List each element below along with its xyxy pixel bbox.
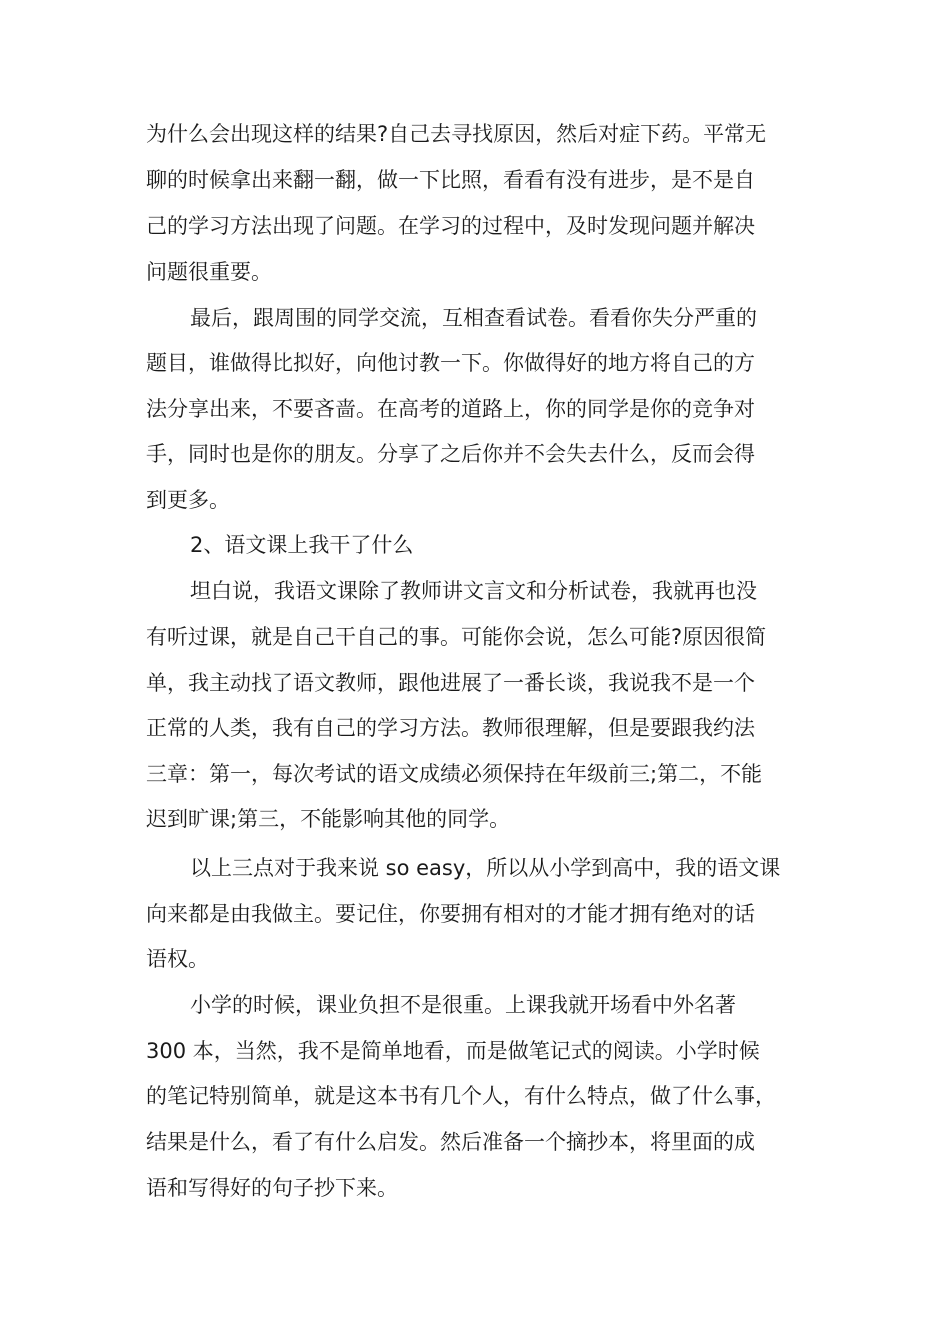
- text-line: 以上三点对于我来说 so easy，所以从小学到高中，我的语文课: [190, 856, 781, 880]
- text-line: 的笔记特别简单，就是这本书有几个人，有什么特点，做了什么事，: [146, 1084, 776, 1108]
- text-line: 单，我主动找了语文教师，跟他进展了一番长谈，我说我不是一个: [146, 671, 755, 695]
- text-line: 300 本，当然，我不是简单地看，而是做笔记式的阅读。小学时候: [146, 1039, 760, 1063]
- text-line: 法分享出来，不要吝啬。在高考的道路上，你的同学是你的竞争对: [146, 397, 755, 421]
- text-line: 语和写得好的句子抄下来。: [146, 1176, 398, 1200]
- text-line: 题目，谁做得比拟好，向他讨教一下。你做得好的地方将自己的方: [146, 351, 755, 375]
- text-line: 正常的人类，我有自己的学习方法。教师很理解，但是要跟我约法: [146, 716, 755, 740]
- text-line: 为什么会出现这样的结果?自己去寻找原因，然后对症下药。平常无: [146, 122, 767, 146]
- text-line: 向来都是由我做主。要记住，你要拥有相对的才能才拥有绝对的话: [146, 902, 755, 926]
- text-line: 语权。: [146, 947, 209, 971]
- text-line: 坦白说，我语文课除了教师讲文言文和分析试卷，我就再也没: [190, 579, 757, 603]
- section-heading: 2、语文课上我干了什么: [190, 533, 414, 557]
- text-line: 小学的时候，课业负担不是很重。上课我就开场看中外名著: [190, 993, 736, 1017]
- text-line: 迟到旷课;第三，不能影响其他的同学。: [146, 807, 511, 831]
- text-line: 聊的时候拿出来翻一翻，做一下比照，看看有没有进步，是不是自: [146, 168, 755, 192]
- text-line: 己的学习方法出现了问题。在学习的过程中，及时发现问题并解决: [146, 214, 755, 238]
- text-line: 到更多。: [146, 488, 230, 512]
- text-line: 手，同时也是你的朋友。分享了之后你并不会失去什么，反而会得: [146, 442, 755, 466]
- text-line: 三章：第一，每次考试的语文成绩必须保持在年级前三;第二，不能: [146, 762, 763, 786]
- text-line: 最后，跟周围的同学交流，互相查看试卷。看看你失分严重的: [190, 306, 757, 330]
- text-line: 问题很重要。: [146, 260, 272, 284]
- text-line: 有听过课，就是自己干自己的事。可能你会说，怎么可能?原因很简: [146, 625, 767, 649]
- text-line: 结果是什么，看了有什么启发。然后准备一个摘抄本，将里面的成: [146, 1130, 755, 1154]
